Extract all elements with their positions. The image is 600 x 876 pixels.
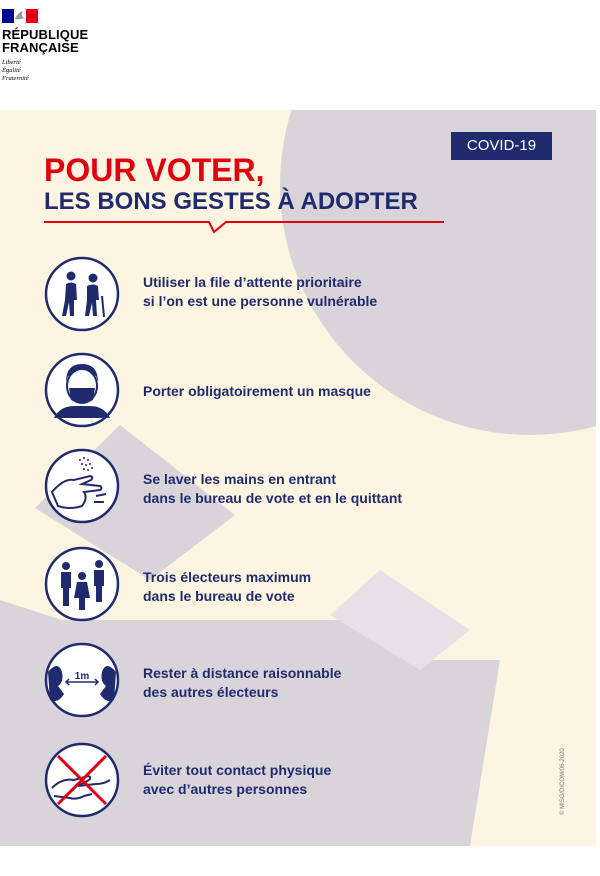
item-line: dans le bureau de vote — [143, 588, 295, 604]
no-handshake-icon — [44, 742, 120, 818]
item-line: si l’on est une personne vulnérable — [143, 293, 378, 309]
republique-francaise-logo — [2, 28, 88, 54]
item-text — [143, 273, 523, 311]
item-priority-queue — [44, 256, 544, 336]
item-wear-mask — [44, 352, 544, 432]
logo-line-2: FRANÇAISE — [2, 40, 79, 55]
elderly-walkers-icon — [44, 256, 120, 332]
item-wash-hands — [44, 448, 544, 528]
item-line: Trois électeurs maximum — [143, 569, 312, 585]
three-people-icon — [44, 546, 120, 622]
marianne-flag-icon — [2, 9, 38, 23]
covid-badge: COVID-19 — [451, 132, 552, 160]
item-line: dans le bureau de vote et en le quittant — [143, 490, 403, 506]
poster — [0, 110, 596, 846]
header — [0, 0, 600, 110]
item-line: Se laver les mains en entrant — [143, 471, 336, 487]
title-line-1: POUR VOTER, — [44, 152, 265, 188]
motto — [2, 59, 29, 83]
face-mask-icon — [44, 352, 120, 428]
item-line: Éviter tout contact physique — [143, 762, 332, 778]
item-line: des autres électeurs — [143, 684, 279, 700]
item-no-contact — [44, 742, 544, 822]
item-text — [143, 470, 523, 508]
distance-1m-icon — [44, 642, 120, 718]
item-text — [143, 761, 523, 799]
item-text — [143, 382, 523, 401]
title-underline — [44, 220, 454, 236]
motto-egalite: Égalité — [2, 67, 21, 74]
motto-fraternite: Fraternité — [2, 75, 29, 82]
item-line: Porter obligatoirement un masque — [143, 383, 371, 399]
item-text — [143, 664, 523, 702]
motto-liberte: Liberté — [2, 59, 21, 66]
item-line: Utiliser la file d’attente prioritaire — [143, 274, 362, 290]
distance-label: 1m — [74, 671, 90, 682]
item-line: avec d’autres personnes — [143, 781, 308, 797]
item-keep-distance — [44, 642, 544, 722]
item-three-voters — [44, 546, 544, 626]
credit-text: © MISG/DICOM/06-2020 — [560, 748, 566, 815]
item-text — [143, 568, 523, 606]
logo-line-1: RÉPUBLIQUE — [2, 27, 89, 42]
title-line-2: LES BONS GESTES À ADOPTER — [44, 188, 418, 215]
hand-wash-icon — [44, 448, 120, 524]
item-line: Rester à distance raisonnable — [143, 665, 342, 681]
